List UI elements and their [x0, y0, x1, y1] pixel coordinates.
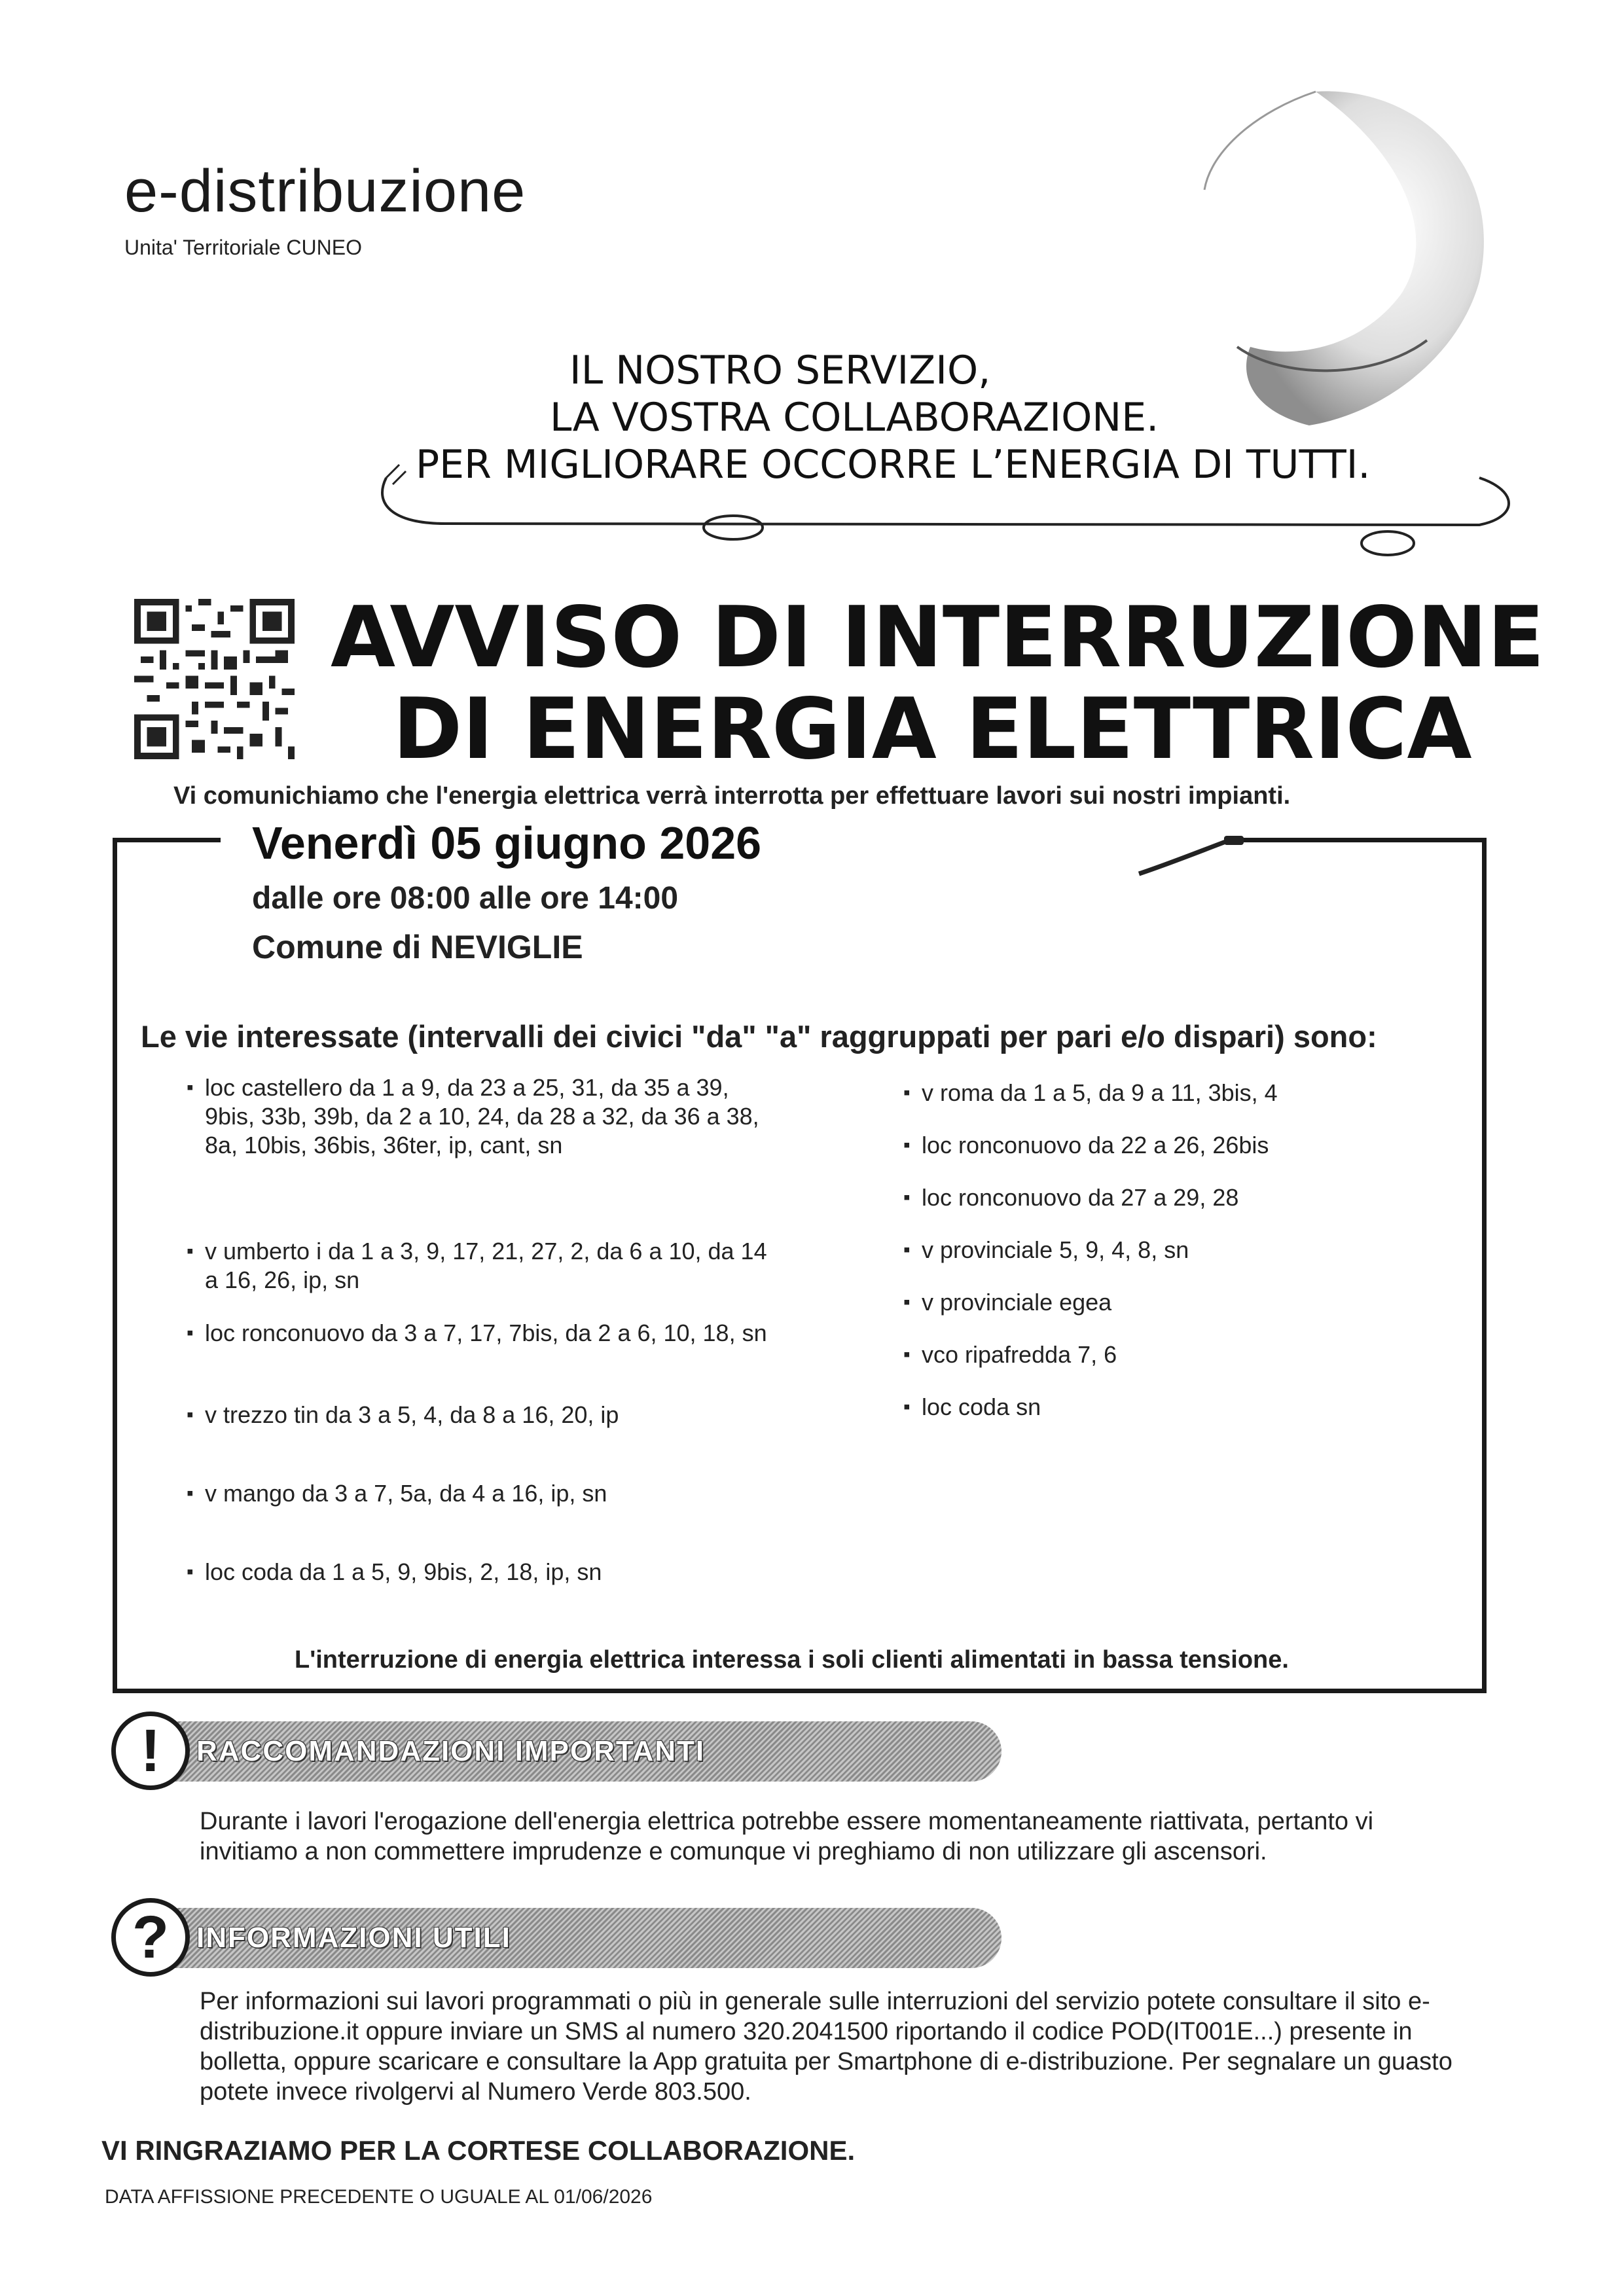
street-item: ▪ vco ripafredda 7, 6 — [903, 1340, 1471, 1369]
street-item: ▪ loc coda sn — [903, 1393, 1471, 1422]
street-item: ▪ v roma da 1 a 5, da 9 a 11, 3bis, 4 — [903, 1079, 1471, 1107]
info-heading: INFORMAZIONI UTILI — [196, 1922, 511, 1954]
box-top-border-left — [113, 838, 221, 842]
intro-text: Vi comunichiamo che l'energia elettrica verrà interrotta per effettuare lavori sui nostri impianti. — [173, 782, 1291, 810]
interruption-time: dalle ore 08:00 alle ore 14:00 — [252, 881, 679, 916]
street-item: ▪ v provinciale egea — [903, 1288, 1471, 1317]
question-icon: ? — [111, 1898, 190, 1977]
street-item: ▪ loc ronconuovo da 27 a 29, 28 — [903, 1183, 1471, 1212]
municipality: Comune di NEVIGLIE — [252, 929, 583, 965]
power-cable-icon — [1136, 828, 1254, 880]
brand-logo-text: e-distribuzione — [124, 158, 526, 224]
info-text: Per informazioni sui lavori programmati o più in generale sulle interruzioni del servizio potete consultare il sito e-distribuzione.it oppure inviare un SMS al numero 320.2041500 riportando il codice POD(IT001E...) presente in bolletta, oppure scaricare e consultare la App gratuita per Smartphone di e-distribuzione. Per segnalare un guasto potete invece rivolgervi al Numero Verde 803.500. — [200, 1988, 1453, 2106]
thanks-text: VI RINGRAZIAMO PER LA CORTESE COLLABORAZIONE. — [101, 2135, 856, 2166]
slogan-line-3: PER MIGLIORARE OCCORRE L’ENERGIA DI TUTTI. — [416, 442, 1371, 488]
streets-heading: Le vie interessate (intervalli dei civici "da" "a" raggruppati per pari e/o dispari) sono: — [141, 1019, 1377, 1054]
notice-title-line-2: DI ENERGIA ELETTRICA — [393, 681, 1472, 778]
recommendations-heading: RACCOMANDAZIONI IMPORTANTI — [196, 1735, 706, 1767]
street-item: ▪ loc coda da 1 a 5, 9, 9bis, 2, 18, ip, sn — [187, 1558, 768, 1587]
notice-title — [331, 589, 1545, 778]
street-item: ▪ loc ronconuovo da 3 a 7, 17, 7bis, da 2 a 6, 10, 18, sn — [187, 1319, 768, 1348]
notice-title-line-1: AVVISO DI INTERRUZIONE — [331, 589, 1545, 687]
slogan-line-2: LA VOSTRA COLLABORAZIONE. — [550, 395, 1159, 440]
warning-icon: ! — [111, 1712, 190, 1790]
info-header-bar — [151, 1908, 1001, 1968]
street-item: ▪ loc ronconuovo da 22 a 26, 26bis — [903, 1131, 1471, 1160]
slogan-line-1: IL NOSTRO SERVIZIO, — [569, 348, 991, 393]
street-item: ▪ v mango da 3 a 7, 5a, da 4 a 16, ip, sn — [187, 1479, 768, 1508]
recommendations-text: Durante i lavori l'erogazione dell'energia elettrica potrebbe essere momentaneamente riattivata, pertanto vi invitiamo a non commettere imprudenze e comunque vi preghiamo di non utilizzare gli ascensori. — [200, 1808, 1374, 1865]
plug-cable-icon — [367, 452, 1525, 583]
street-item: ▪ loc castellero da 1 a 9, da 23 a 25, 31, da 35 a 39, 9bis, 33b, 39b, da 2 a 10, 24, da 28 a 32, da 36 a 38, 8a, 10bis, 36bis, 36ter, ip, cant, sn — [187, 1073, 768, 1160]
street-item: ▪ v provinciale 5, 9, 4, 8, sn — [903, 1236, 1471, 1265]
territorial-unit: Unita' Territoriale CUNEO — [124, 236, 362, 259]
interruption-date: Venerdì 05 giugno 2026 — [252, 817, 762, 869]
box-top-border-right — [1224, 838, 1482, 842]
posting-date: DATA AFFISSIONE PRECEDENTE O UGUALE AL 01/06/2026 — [105, 2186, 653, 2208]
street-item: ▪ v umberto i da 1 a 3, 9, 17, 21, 27, 2, da 6 a 10, da 14 a 16, 26, ip, sn — [187, 1237, 768, 1295]
recommendations-header-bar — [151, 1721, 1001, 1782]
low-voltage-note: L'interruzione di energia elettrica interessa i soli clienti alimentati in bassa tensione. — [295, 1646, 1289, 1674]
street-item: ▪ v trezzo tin da 3 a 5, 4, da 8 a 16, 20, ip — [187, 1401, 768, 1429]
qr-code — [134, 599, 295, 759]
